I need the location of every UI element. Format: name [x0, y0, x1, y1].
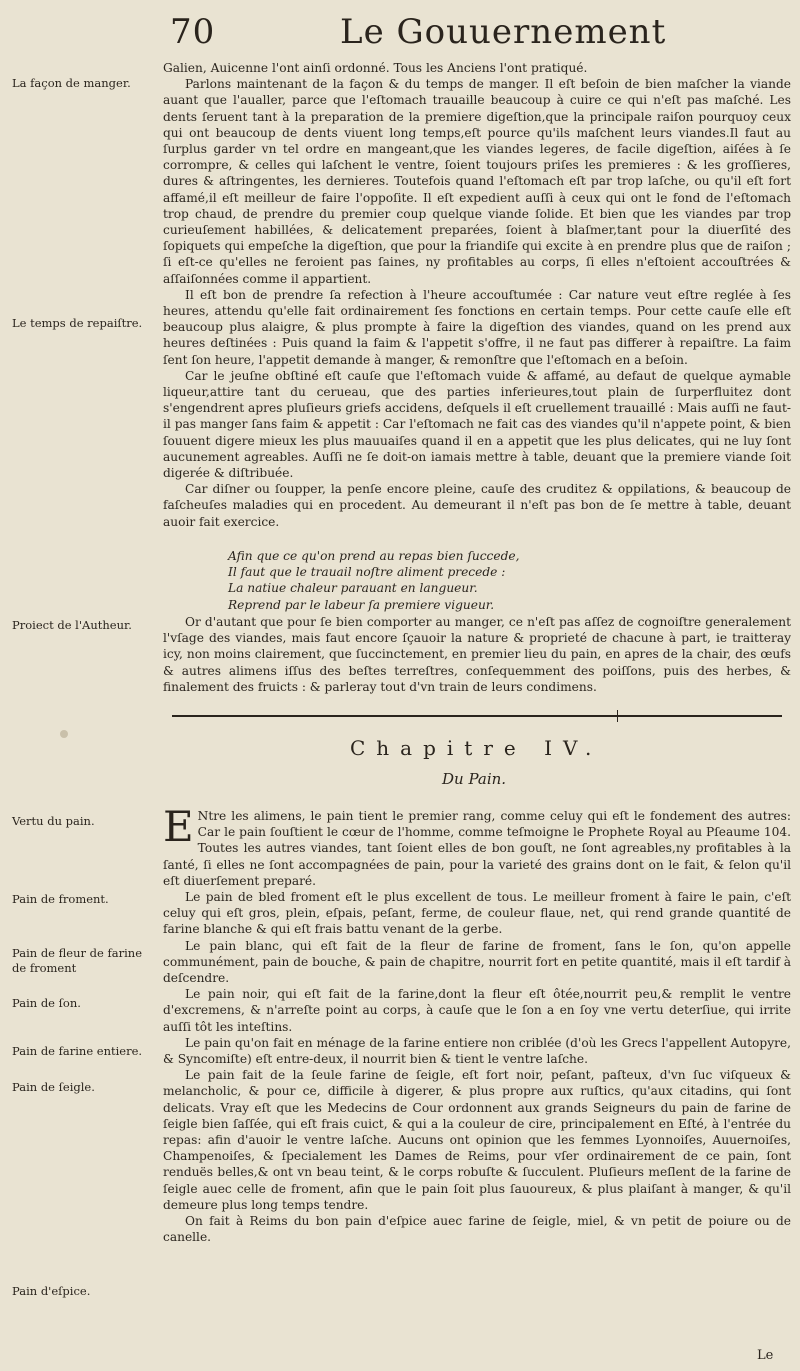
chapter-subtitle: Du Pain.: [442, 770, 507, 788]
rule-ornament: [617, 710, 618, 722]
running-title: Le Gouuernement: [340, 12, 667, 52]
paragraph: Galien, Auicenne l'ont ainſi ordonné. Tous les Anciens l'ont pratiqué.: [163, 61, 588, 75]
paragraph: Parlons maintenant de la façon & du temps de manger. Il eſt beſoin de bien maſcher la viande auant que l'aualler, parce que l'eſtomach trauaille beaucoup à cuire ce qui n'eſt pas maſché. Les dents ſeruent tant à la preparation de la premiere digeſtion,que la principale raiſon pourquoy ceux qui ont beaucoup de dents viuent long temps,eſt pource qu'ils maſchent leurs viandes.Il faut au ſurplus garder vn tel ordre en mangeant,que les viandes legeres, de facile digeſtion, aiſées à ſe corrompre, & celles qui laſchent le ventre, ſoient toujours priſes les premieres : & les groſſieres, dures & aſtringentes, les dernieres. Toutefois quand l'eſtomach eſt par trop laſche, ou qu'il eſt fort affamé,il eſt meilleur de faire l'oppoſite. Il eſt expedient auſſi à ceux qui ont le fond de l'eſtomach trop chaud, de prendre du premier coup quelque viande ſolide. Et bien que les viandes par trop curieuſement habillées, & delicatement preparées, ſoient à blaſmer,tant pour la diuerſité des ſopiquets qui empeſche la digeſtion, que pour la friandiſe qui excite à en prendre plus que de raiſon ; ſi eſt-ce qu'elles ne feroient pas ſaines, ny profitables au corps, ſi elles n'eſtoient accouſtrées & aſſaiſonnées comme il appartient.: [163, 77, 791, 286]
section-rule: [172, 715, 782, 717]
margin-note: Pain de froment.: [12, 892, 109, 906]
margin-note: Pain de ſon.: [12, 996, 81, 1010]
page-number: 70: [170, 12, 216, 52]
ink-mark: [60, 730, 68, 738]
margin-note: Pain de ſeigle.: [12, 1080, 95, 1094]
paragraph: Car diſner ou ſoupper, la penſe encore pleine, cauſe des cruditez & oppilations, & beaucoup de faſcheuſes maladies qui en procedent. Au demeurant il n'eſt pas bon de ſe mettre à table, deuant auoir fait exercice.: [163, 482, 791, 529]
verse-line: Reprend par le labeur ſa premiere vigueur.: [228, 597, 495, 612]
chapter-title: Chapitre IV.: [350, 736, 603, 760]
body-text-closing: [163, 614, 791, 695]
margin-note: Proiect de l'Autheur.: [12, 618, 132, 632]
paragraph: Le pain noir, qui eſt fait de la farine,dont la fleur eſt ôtée,nourrit peu,& remplit le ventre d'excremens, & n'arreſte point au corps, à cauſe que le ſon a en ſoy vne vertu deterſiue, qui irrite auſſi tôt les inteſtins.: [163, 987, 791, 1034]
drop-cap: E: [163, 802, 194, 851]
paragraph-text: Ntre les alimens, le pain tient le premier rang, comme celuy qui eſt le fondement des autres: Car le pain ſouſtient le cœur de l'homme, comme teſmoigne le Prophete Royal au Pſeaume 104. Toutes les autres viandes, tant ſoient elles de bon gouſt, ne ſont agreables,ny profitables à la ſanté, ſi elles ne ſont accompagnées de pain, pour la varieté des grains dont on le fait, & ſelon qu'il eſt diuerſement preparé.: [163, 809, 791, 888]
page-header: [160, 12, 760, 56]
verse-line: Afin que ce qu'on prend au repas bien ſuccede,: [228, 549, 520, 563]
margin-note: Pain de fleur de farine de froment: [12, 946, 142, 975]
catchword: Le: [757, 1348, 774, 1363]
margin-note: Le temps de repaiſtre.: [12, 316, 143, 330]
paragraph: Le pain blanc, qui eſt fait de la fleur de farine de froment, ſans le ſon, qu'on appelle communément, pain de bouche, & pain de chapitre, nourrit fort en petite quantité, mais il eſt tardif à deſcendre.: [163, 938, 791, 986]
verse-line: Il faut que le trauail noſtre aliment precede :: [228, 565, 506, 580]
paragraph: Or d'autant que pour ſe bien comporter au manger, ce n'eſt pas aſſez de cognoiſtre generalement l'vſage des viandes, mais faut encore ſçauoir la nature & proprieté de chacune à part, ie traitteray icy, non moins clairement, que ſuccinctement, en premier lieu du pain, en apres de la chair, des œufs & autres alimens iſſus des beſtes terreſtres, conſequemment des poiſſons, puis des herbes, & finalement des fruicts : & parleray tout d'vn train de leurs condimens.: [163, 615, 791, 694]
paragraph: Le pain fait de la ſeule farine de ſeigle, eſt fort noir, peſant, paſteux, d'vn ſuc viſqueux & melancholic, & pour ce, difficile à digerer, & plus propre aux ruſtics, qu'aux citadins, qui ſont delicats. Vray eſt que les Medecins de Cour ordonnent aux grands Seigneurs du pain de farine de ſeigle bien ſaſſée, qui eſt frais cuict, & qui a la couleur de cire, principalement en Eſté, à l'entrée du repas: afin d'auoir le ventre laſche. Aucuns ont opinion que les femmes Lyonnoiſes, Auuernoiſes, Champenoiſes, & ſpecialement les Dames de Reims, pour vſer ordinairement de ce pain, ſont renduës belles,& ont vn beau teint, & le corps robuſte & ſucculent. Pluſieurs meſlent de la farine de ſeigle auec celle de froment, afin que le pain ſoit plus ſauoureux, & plus plaiſant à manger, & qu'il demeure plus long temps tendre.: [163, 1068, 791, 1212]
paragraph: Le pain de bled froment eſt le plus excellent de tous. Le meilleur froment à faire le pain, c'eſt celuy qui eſt gros, plein, eſpais, peſant, ferme, de couleur flaue, net, qui rend grande quantité de farine blanche & qui eſt frais battu venant de la gerbe.: [163, 890, 791, 937]
margin-note: Pain d'eſpice.: [12, 1284, 91, 1298]
verse-line: La natiue chaleur parauant en langueur.: [228, 581, 478, 596]
paragraph: Car le jeuſne obſtiné eſt cauſe que l'eſtomach vuide & affamé, au defaut de quelque aymable liqueur,attire tant du cerueau, que des parties inferieures,tout plain de ſurperfluitez dont s'engendrent apres pluſieurs griefs accidens, deſquels il eſt cruellement trauaillé : Mais auſſi ne faut-il pas manger ſans faim & appetit : Car l'eſtomach ne fait cas des viandes qu'il n'appete point, & bien ſouuent digere mieux les plus mauuaiſes quand il en a appetit que les plus delicates, qui ne luy ſont aucunement agreables. Auſſi ne ſe doit-on iamais mettre à table, deuant que la premiere viande ſoit digerée & diſtribuée.: [163, 368, 791, 481]
margin-note: Pain de farine entiere.: [12, 1044, 143, 1058]
paragraph: Le pain qu'on fait en ménage de la farine entiere non criblée (d'où les Grecs l'appellent Autopyre, & Syncomiſte) eſt entre-deux, il nourrit bien & tient le ventre laſche.: [163, 1035, 791, 1067]
body-text-chapter: [163, 802, 791, 1245]
paragraph: On fait à Reims du bon pain d'eſpice auec farine de ſeigle, miel, & vn petit de poiure ou de canelle.: [163, 1214, 791, 1245]
verse-block: [228, 548, 748, 613]
paragraph: [163, 802, 791, 889]
body-text-top: [163, 60, 791, 530]
paragraph: Il eſt bon de prendre ſa refection à l'heure accouſtumée : Car nature veut eſtre reglée à ſes heures, attendu qu'elle fait ordinairement ſes fonctions en certain temps. Pour cette cauſe elle eſt beaucoup plus alaigre, & plus prompte à faire la digeſtion des viandes, quand on les prend aux heures deſtinées : Puis quand la faim & l'appetit s'offre, il ne faut pas differer à repaiſtre. La faim ſent ſon heure, l'appetit demande à manger, & remonſtre que l'eſtomach en a beſoin.: [163, 287, 791, 367]
margin-note: La façon de manger.: [12, 76, 131, 90]
margin-note: Vertu du pain.: [12, 814, 95, 828]
